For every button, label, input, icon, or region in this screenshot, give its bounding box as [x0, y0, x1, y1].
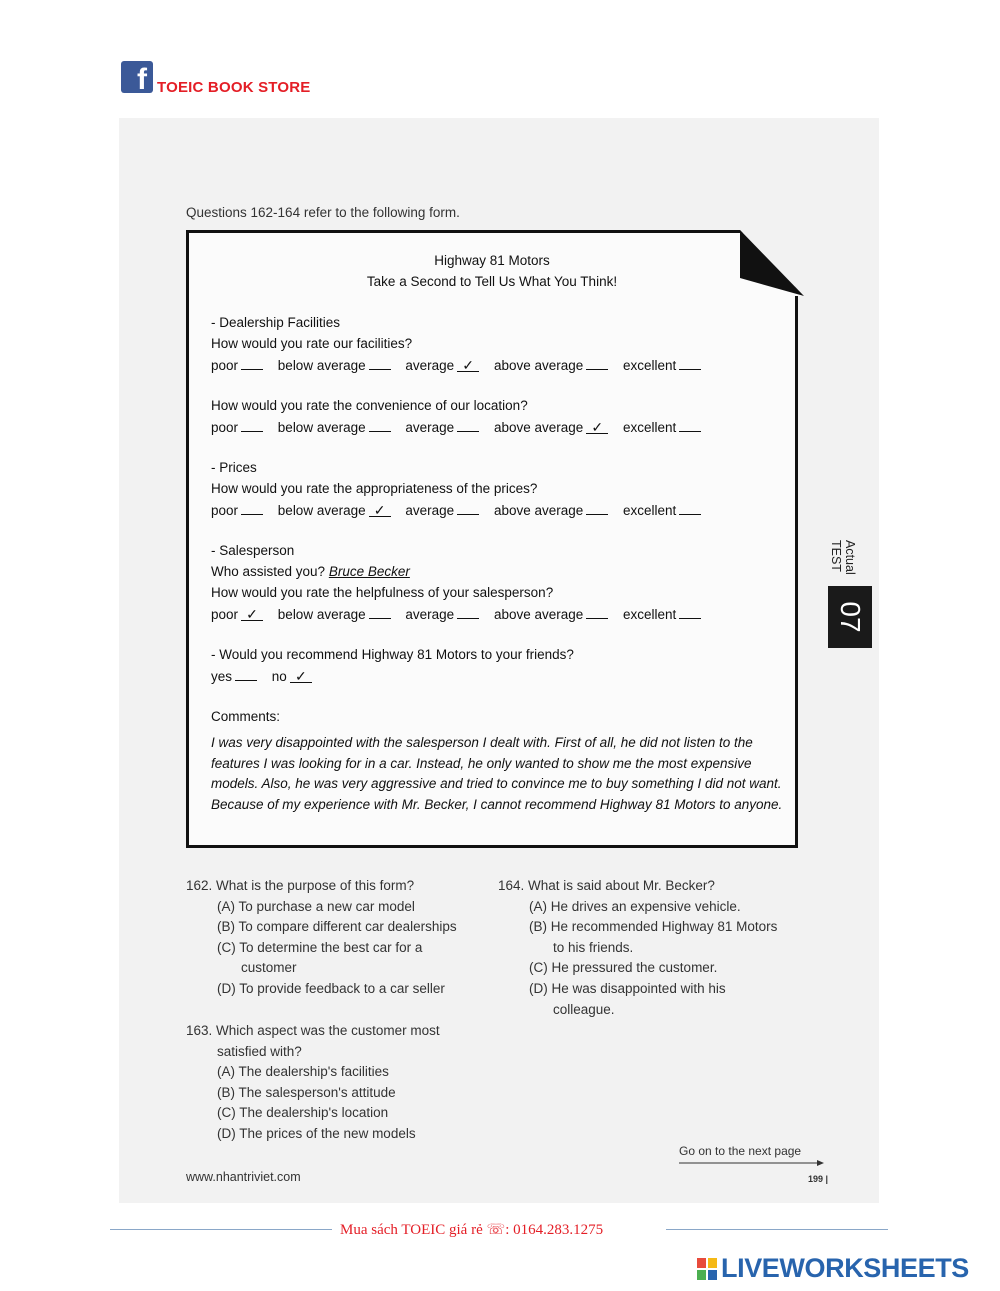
question-location: How would you rate the convenience of our location?	[211, 398, 528, 413]
section-facilities: - Dealership Facilities	[211, 315, 341, 330]
answer-blank[interactable]	[369, 419, 391, 432]
folded-corner-icon	[740, 230, 804, 296]
answer-blank[interactable]	[241, 357, 263, 370]
answer-option[interactable]: (A) He drives an expensive vehicle.	[529, 898, 741, 914]
question-stem-continued: satisfied with?	[217, 1043, 302, 1059]
answer-blank[interactable]	[679, 502, 701, 515]
rating-option: excellent	[623, 607, 701, 622]
rating-facilities	[211, 357, 712, 373]
answer-blank[interactable]	[369, 606, 391, 619]
liveworksheets-logo-icon	[697, 1258, 717, 1280]
rating-option: excellent	[623, 503, 701, 518]
question-stem: 163. Which aspect was the customer most	[186, 1023, 440, 1038]
yes-option: yes	[211, 669, 257, 684]
rating-option: poor	[211, 503, 263, 518]
question-recommend: - Would you recommend Highway 81 Motors to your friends?	[211, 647, 574, 662]
feedback-form	[186, 230, 798, 848]
answer-blank[interactable]	[679, 357, 701, 370]
rating-option: average ✓	[405, 358, 479, 373]
answer-blank[interactable]	[457, 419, 479, 432]
answer-option[interactable]: (A) The dealership's facilities	[217, 1064, 389, 1080]
question-163	[186, 1021, 440, 1145]
question-facilities: How would you rate our facilities?	[211, 336, 413, 351]
rating-option: excellent	[623, 420, 701, 435]
check-mark-icon[interactable]: ✓	[586, 421, 608, 434]
form-subtitle: Take a Second to Tell Us What You Think!	[366, 274, 618, 289]
rating-option: above average	[494, 607, 608, 622]
rating-option: below average	[278, 420, 391, 435]
answer-blank[interactable]	[369, 357, 391, 370]
rating-option: above average ✓	[494, 420, 608, 435]
rating-location	[211, 419, 712, 435]
question-stem: 164. What is said about Mr. Becker?	[498, 878, 715, 893]
answer-option[interactable]: (B) The salesperson's attitude	[217, 1084, 396, 1100]
next-page-label: Go on to the next page	[679, 1144, 802, 1158]
rating-option: below average ✓	[278, 503, 391, 518]
answer-blank[interactable]	[586, 357, 608, 370]
rating-option: below average	[278, 358, 391, 373]
answer-option[interactable]: (B) He recommended Highway 81 Motors	[529, 919, 778, 935]
rating-option: average	[405, 420, 479, 435]
form-title: Highway 81 Motors	[434, 253, 550, 268]
answer-option[interactable]: (A) To purchase a new car model	[217, 898, 415, 914]
answer-blank[interactable]	[241, 502, 263, 515]
test-number-tab: 07	[828, 586, 872, 648]
answer-option[interactable]: (D) To provide feedback to a car seller	[217, 980, 445, 996]
store-name: TOEIC BOOK STORE	[157, 79, 311, 96]
side-label-actual: Actual	[843, 540, 857, 575]
side-tab-label	[826, 540, 874, 584]
answer-blank[interactable]	[235, 668, 257, 681]
answer-blank[interactable]	[679, 606, 701, 619]
rating-option: below average	[278, 607, 391, 622]
answer-blank[interactable]	[241, 419, 263, 432]
answer-option[interactable]: (D) The prices of the new models	[217, 1125, 416, 1141]
side-label-test: TEST	[829, 540, 843, 572]
website-url: www.nhantriviet.com	[186, 1170, 301, 1184]
liveworksheets-brand: LIVEWORKSHEETS	[721, 1253, 969, 1283]
facebook-icon: f	[121, 61, 153, 93]
rating-option: above average	[494, 503, 608, 518]
answer-option[interactable]: (B) To compare different car dealerships	[217, 919, 457, 935]
answer-blank[interactable]	[679, 419, 701, 432]
answer-blank[interactable]	[586, 502, 608, 515]
answer-option[interactable]: (D) He was disappointed with his	[529, 980, 726, 996]
rating-recommend	[211, 668, 323, 684]
check-mark-icon[interactable]: ✓	[369, 504, 391, 517]
rating-option: average	[405, 503, 479, 518]
questions-intro: Questions 162-164 refer to the following form.	[186, 205, 460, 220]
answer-blank[interactable]	[457, 606, 479, 619]
arrow-right-icon	[679, 1160, 824, 1166]
section-prices: - Prices	[211, 460, 257, 475]
footer-divider	[110, 1229, 332, 1230]
answer-option[interactable]: (C) He pressured the customer.	[529, 960, 718, 976]
question-162	[186, 876, 457, 1000]
question-prices: How would you rate the appropriateness of the prices?	[211, 481, 538, 496]
answer-blank[interactable]	[586, 606, 608, 619]
comments-text: I was very disappointed with the salesperson I dealt with. First of all, he did not listen to the features I was looking for in a car. Instead, he only wanted to show me the most expensive models. Also, he was very aggressive and tried to convince me to buy something I did not want. Because of my experience with Mr. Becker, I cannot recommend Highway 81 Motors to anyone.	[211, 735, 783, 812]
footer-divider	[666, 1229, 888, 1230]
answer-option-continued: customer	[241, 960, 297, 976]
rating-helpfulness	[211, 606, 712, 622]
answer-option[interactable]: (C) The dealership's location	[217, 1105, 389, 1121]
rating-option: poor	[211, 358, 263, 373]
rating-prices	[211, 502, 712, 518]
question-164	[498, 876, 777, 1020]
no-option: no ✓	[272, 669, 312, 684]
question-stem: 162. What is the purpose of this form?	[186, 878, 415, 893]
comments-label: Comments:	[211, 709, 281, 724]
rating-option: above average	[494, 358, 608, 373]
answer-blank[interactable]	[457, 502, 479, 515]
rating-option: poor	[211, 420, 263, 435]
check-mark-icon[interactable]: ✓	[290, 670, 312, 683]
rating-option: poor ✓	[211, 607, 263, 622]
answer-option[interactable]: (C) To determine the best car for a	[217, 939, 423, 955]
question-helpfulness: How would you rate the helpfulness of your salesperson?	[211, 585, 554, 600]
rating-option: excellent	[623, 358, 701, 373]
check-mark-icon[interactable]: ✓	[457, 359, 479, 372]
answer-option-continued: colleague.	[553, 1001, 615, 1017]
check-mark-icon[interactable]: ✓	[241, 608, 263, 621]
section-salesperson: - Salesperson	[211, 543, 295, 558]
page-number: 199 |	[808, 1174, 829, 1184]
rating-option: average	[405, 607, 479, 622]
answer-option-continued: to his friends.	[553, 939, 634, 955]
who-assisted: Who assisted you? Bruce Becker	[211, 564, 410, 579]
salesperson-name: Bruce Becker	[328, 564, 410, 579]
promo-text: Mua sách TOEIC giá rẻ ☏: 0164.283.1275	[340, 1222, 604, 1238]
